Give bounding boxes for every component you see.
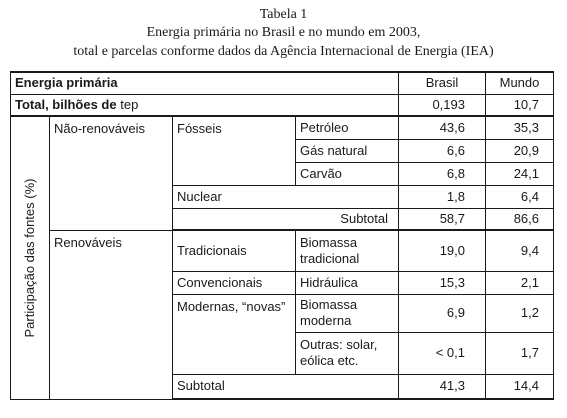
table-row — [11, 230, 554, 271]
table-caption-number: Tabela 1 — [259, 7, 308, 22]
modernas-label: Modernas, “novas” — [173, 294, 296, 374]
petroleo-mundo: 35,3 — [486, 116, 554, 139]
convencionais-mundo: 2,1 — [486, 271, 554, 294]
table-caption-subtitle: total e parcelas conforme dados da Agência Internacional de Energia (IEA) — [73, 44, 494, 59]
nao-renovaveis-label: Não-renováveis — [50, 116, 173, 230]
outras-line1: Outras: solar, — [300, 337, 378, 352]
total-mundo: 10,7 — [486, 94, 554, 116]
subtotal-renew-mundo: 14,4 — [486, 374, 554, 399]
petroleo-label: Petróleo — [296, 116, 399, 139]
biomassa-moderna-mundo: 1,2 — [486, 294, 554, 332]
fosseis-label: Fósseis — [173, 116, 296, 185]
gas-natural-brasil: 6,6 — [399, 139, 486, 162]
total-row — [11, 94, 554, 116]
side-label-text: Participação das fontes (%) — [22, 178, 37, 338]
subtotal-nonrenew-mundo: 86,6 — [486, 208, 554, 230]
header-mundo: Mundo — [486, 72, 554, 94]
subtotal-renew-brasil: 41,3 — [399, 374, 486, 399]
subtotal-nonrenew-label: Subtotal — [173, 208, 399, 230]
total-label — [11, 94, 399, 116]
petroleo-brasil: 43,6 — [399, 116, 486, 139]
biomassa-tradicional-label — [296, 230, 399, 271]
nuclear-label: Nuclear — [173, 185, 399, 208]
energy-table — [10, 71, 554, 400]
carvao-mundo: 24,1 — [486, 162, 554, 185]
biomassa-moderna-line2: moderna — [300, 313, 352, 328]
outras-label — [296, 332, 399, 374]
outras-mundo: 1,7 — [486, 332, 554, 374]
table-caption-title: Energia primária no Brasil e no mundo em 2003, — [146, 25, 421, 40]
convencionais-brasil: 15,3 — [399, 271, 486, 294]
header-row — [11, 72, 554, 94]
outras-brasil: < 0,1 — [399, 332, 486, 374]
outras-line2: eólica etc. — [300, 353, 359, 368]
gas-natural-label: Gás natural — [296, 139, 399, 162]
total-brasil: 0,193 — [399, 94, 486, 116]
biomassa-moderna-label — [296, 294, 399, 332]
table-row — [11, 116, 554, 139]
biomassa-moderna-line1: Biomassa — [300, 297, 358, 312]
convencionais-label: Convencionais — [173, 271, 296, 294]
subtotal-renew-label: Subtotal — [173, 374, 399, 399]
gas-natural-mundo: 20,9 — [486, 139, 554, 162]
carvao-brasil: 6,8 — [399, 162, 486, 185]
carvao-label: Carvão — [296, 162, 399, 185]
renovaveis-label: Renováveis — [50, 230, 173, 399]
side-label — [11, 116, 50, 399]
nuclear-mundo: 6,4 — [486, 185, 554, 208]
biomassa-tradicional-line1: Biomassa — [300, 234, 358, 250]
biomassa-tradicional-line2: tradicional — [300, 250, 360, 266]
hidraulica-label: Hidráulica — [296, 271, 399, 294]
header-energia-primaria: Energia primária — [11, 72, 399, 94]
tradicionais-brasil: 19,0 — [399, 230, 486, 271]
nuclear-brasil: 1,8 — [399, 185, 486, 208]
biomassa-moderna-brasil: 6,9 — [399, 294, 486, 332]
subtotal-nonrenew-brasil: 58,7 — [399, 208, 486, 230]
header-brasil: Brasil — [399, 72, 486, 94]
total-unit: tep — [116, 96, 139, 112]
tradicionais-label: Tradicionais — [173, 230, 296, 271]
total-label-bold: Total, bilhões de — [15, 96, 117, 112]
tradicionais-mundo: 9,4 — [486, 230, 554, 271]
